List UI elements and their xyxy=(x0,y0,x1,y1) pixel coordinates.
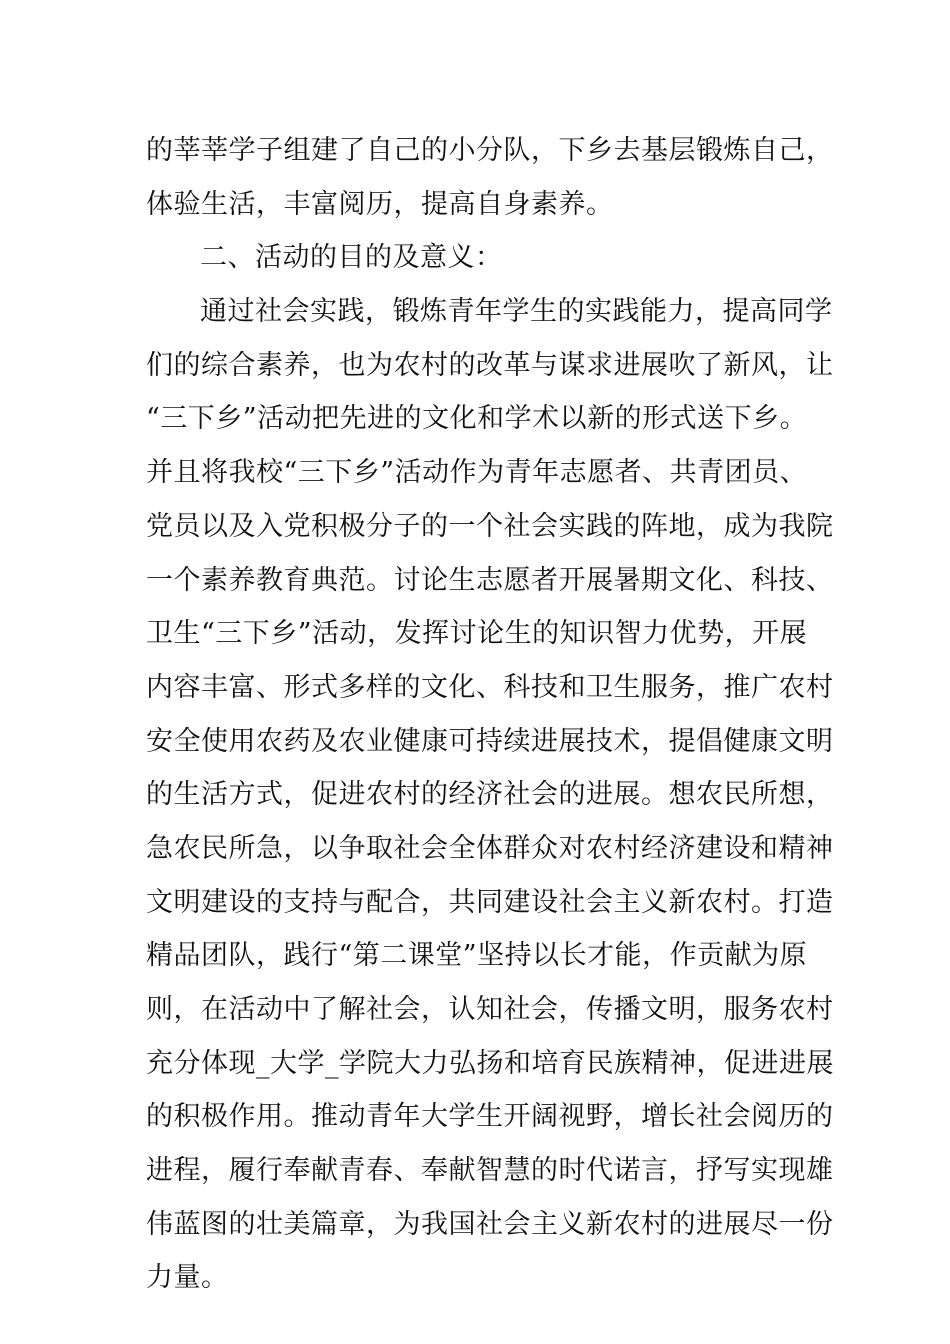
body-text xyxy=(146,124,834,1305)
text-line-22: 力量。 xyxy=(146,1262,229,1294)
text-line-20: 进程，履行奉献青春、奉献智慧的时代诺言，抒写实现雄 xyxy=(146,1155,834,1187)
text-line-7: 并且将我校“三下乡”活动作为青年志愿者、共青团员、 xyxy=(146,457,808,489)
text-line-5: 们的综合素养，也为农村的改革与谋求进展吹了新风，让 xyxy=(146,349,834,381)
text-line-10: 卫生“三下乡”活动，发挥讨论生的知识智力优势，开展 xyxy=(146,618,808,650)
text-line-11: 内容丰富、形式多样的文化、科技和卫生服务，推广农村 xyxy=(146,671,834,703)
paragraph-start: 通过社会实践，锻炼青年学生的实践能力，提高同学 xyxy=(200,296,833,328)
section-heading: 二、活动的目的及意义： xyxy=(200,242,503,274)
text-line-13: 的生活方式，促进农村的经济社会的进展。想农民所想， xyxy=(146,779,834,811)
text-line-19: 的积极作用。推动青年大学生开阔视野，增长社会阅历的 xyxy=(146,1101,834,1133)
text-line-16: 精品团队，践行“第二课堂”坚持以长才能，作贡献为原 xyxy=(146,940,808,972)
text-line-18: 充分体现_大学_学院大力弘扬和培育民族精神，促进进展 xyxy=(146,1047,834,1079)
text-line-9: 一个素养教育典范。讨论生志愿者开展暑期文化、科技、 xyxy=(146,564,834,596)
text-line-14: 急农民所急，以争取社会全体群众对农村经济建设和精神 xyxy=(146,832,834,864)
text-line-12: 安全使用农药及农业健康可持续进展技术，提倡健康文明 xyxy=(146,725,834,757)
text-line-8: 党员以及入党积极分子的一个社会实践的阵地，成为我院 xyxy=(146,510,834,542)
text-line-21: 伟蓝图的壮美篇章，为我国社会主义新农村的进展尽一份 xyxy=(146,1208,834,1240)
text-line-2: 体验生活，丰富阅历，提高自身素养。 xyxy=(146,188,614,220)
text-line-6: “三下乡”活动把先进的文化和学术以新的形式送下乡。 xyxy=(146,403,808,435)
text-line-1: 的莘莘学子组建了自己的小分队，下乡去基层锻炼自己， xyxy=(146,135,834,166)
text-line-15: 文明建设的支持与配合，共同建设社会主义新农村。打造 xyxy=(146,886,834,918)
text-line-17: 则，在活动中了解社会，认知社会，传播文明，服务农村 xyxy=(146,994,834,1025)
